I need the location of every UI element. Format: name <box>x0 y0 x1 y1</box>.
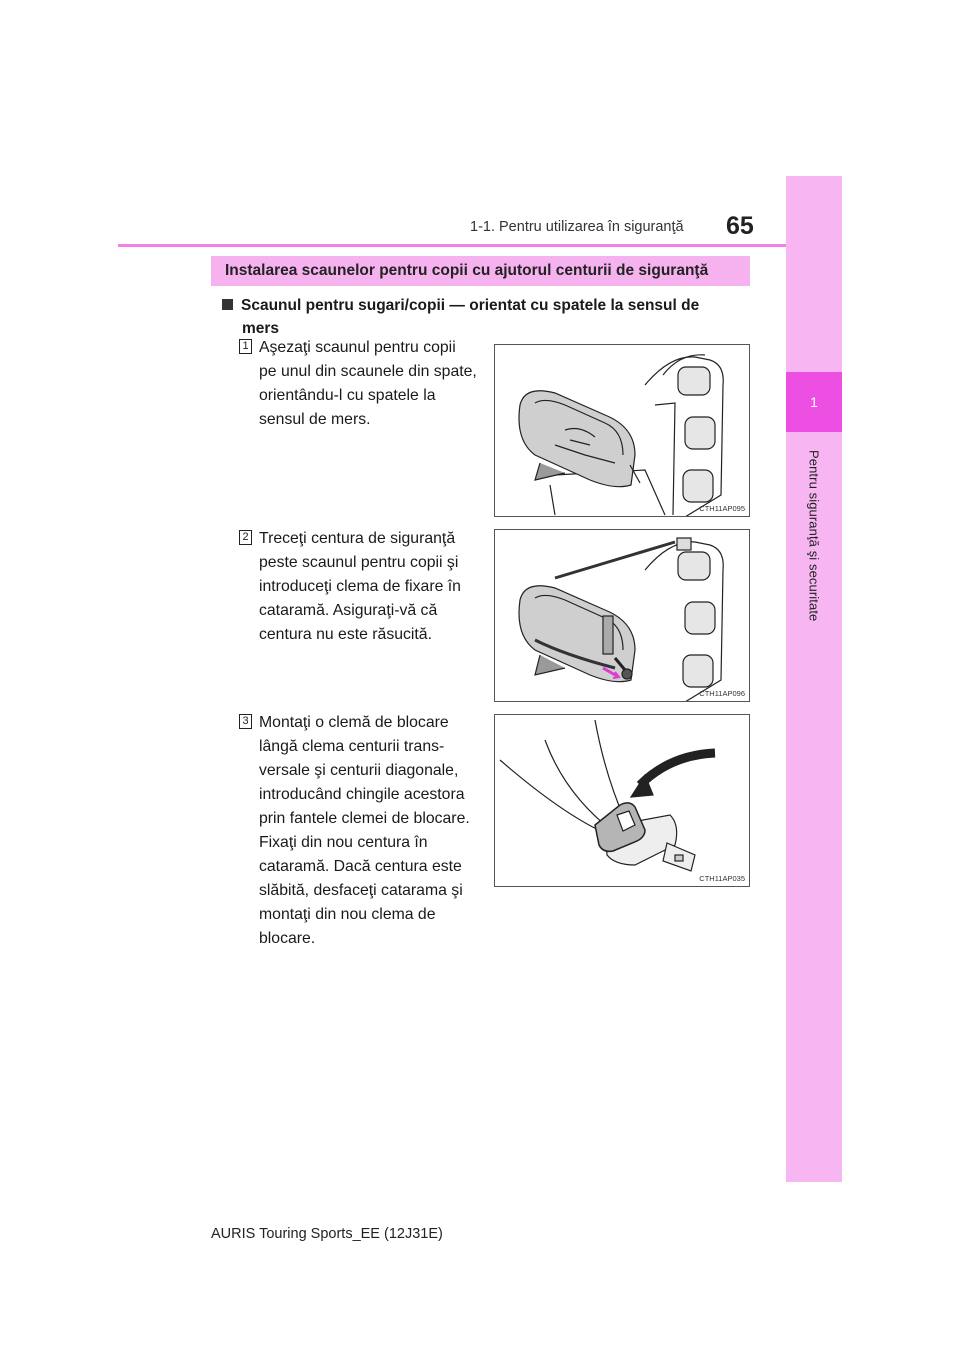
figure-code: CTH11AP035 <box>699 874 745 883</box>
step-3-line: versale şi centurii diagonale, <box>259 762 459 779</box>
step-3-line: Fixaţi din nou centura în <box>259 834 428 851</box>
step-3-line: Montaţi o clemă de blocare <box>259 714 449 731</box>
step-3-line: prin fantele clemei de blocare. <box>259 810 470 827</box>
step-3-line: montaţi din nou clema de <box>259 906 436 923</box>
chapter-number-tab[interactable] <box>786 372 842 432</box>
step-3-line: blocare. <box>259 930 316 947</box>
step-1-line: Aşezaţi scaunul pentru copii <box>259 339 456 356</box>
footer-model-code: AURIS Touring Sports_EE (12J31E) <box>211 1226 443 1242</box>
step-3-line: lângă clema centurii trans- <box>259 738 445 755</box>
chapter-title-container <box>786 438 842 818</box>
figure-infant-seat-placement <box>494 344 750 517</box>
step-2-line: Treceţi centura de siguranţă <box>259 530 456 547</box>
subheading <box>222 294 752 340</box>
step-2-line: peste scaunul pentru copii şi <box>259 554 459 571</box>
step-1-text <box>259 336 478 432</box>
step-2-line: introduceţi clema de fixare în <box>259 578 461 595</box>
step-2-line: centura nu este răsucită. <box>259 626 432 643</box>
step-number-label: 3 <box>242 715 249 727</box>
header-section-title: 1-1. Pentru utilizarea în siguranţă <box>470 219 684 235</box>
subheading-line-1: Scaunul pentru sugari/copii — orientat cu spatele la sensul de <box>241 297 700 314</box>
figure-belt-routing <box>494 529 750 702</box>
figure-code: CTH11AP095 <box>699 504 745 513</box>
subheading-line-2: mers <box>242 320 280 337</box>
step-2-line: cataramă. Asiguraţi-vă că <box>259 602 438 619</box>
step-2-text <box>259 527 478 647</box>
step-3-line: cataramă. Dacă centura este <box>259 858 462 875</box>
step-3-line: introducând chingile acestora <box>259 786 465 803</box>
infant-seat-illustration <box>495 345 750 517</box>
chapter-side-tab <box>786 176 842 1182</box>
figure-locking-clip <box>494 714 750 887</box>
header-divider <box>118 244 786 247</box>
step-1-line: pe unul din scaunele din spate, <box>259 363 477 380</box>
step-number-1 <box>239 339 252 354</box>
step-number-3 <box>239 714 252 729</box>
page-number: 65 <box>726 212 754 240</box>
step-number-label: 1 <box>242 340 249 352</box>
step-3-text <box>259 711 478 951</box>
step-1-line: sensul de mers. <box>259 411 371 428</box>
step-number-2 <box>239 530 252 545</box>
chapter-number: 1 <box>810 394 818 410</box>
section-title: Instalarea scaunelor pentru copii cu ajutorul centurii de siguranţă <box>225 262 709 279</box>
chapter-title: Pentru siguranţă şi securitate <box>806 450 822 622</box>
figure-code: CTH11AP096 <box>699 689 745 698</box>
step-number-label: 2 <box>242 531 249 543</box>
step-3-line: slăbită, desfaceţi catarama şi <box>259 882 463 899</box>
step-1-line: orientându-l cu spatele la <box>259 387 436 404</box>
section-title-bar <box>211 256 750 286</box>
square-bullet-icon <box>222 299 233 310</box>
locking-clip-illustration <box>495 715 750 887</box>
belt-routing-illustration <box>495 530 750 702</box>
